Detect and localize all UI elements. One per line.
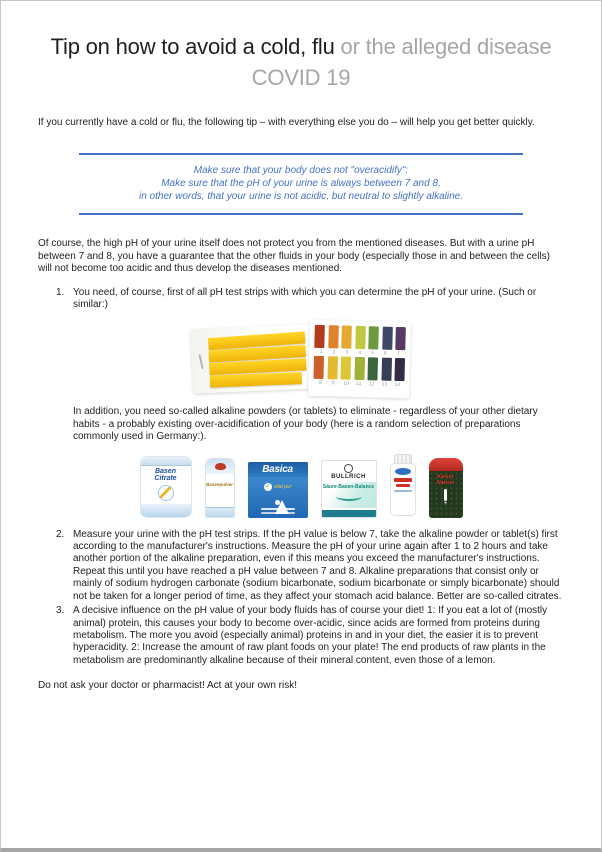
booklet-slit [198,355,203,370]
product-sub-label: vital pur [273,484,292,491]
product-basen-citrate [140,456,192,518]
list-text-1: You need, of course, first of all pH test strips with which you can determine the pH of your urine. (Such or similar:) [73,286,537,311]
blue-oval-logo [395,468,411,475]
ph-scale-number: 4 [358,350,362,357]
product-kaiser-natron [429,458,463,518]
ph-scale-number: 9 [331,380,335,387]
document-content [1,117,601,693]
box-title-band [248,462,308,477]
ph-color-swatch [327,357,338,380]
runner-emblem-icon [158,485,174,501]
blue-label-bar [394,490,412,492]
ph-scale-number: 3 [345,350,349,357]
title-main-part: Tip on how to avoid a cold, flu [50,34,335,59]
ph-color-swatch [313,356,324,379]
list-item-1 [38,287,564,312]
product-label-line: Natron [436,479,455,486]
product-tablet-bottle [390,454,416,518]
canister-top [206,459,234,474]
crest-icon [344,464,353,473]
ph-scale-number: 12 [368,381,375,388]
product-label: Basica [262,463,293,475]
litmus-strip [210,373,302,389]
product-label: Basenpulver [205,481,233,487]
ph-scale-number: 6 [383,351,387,358]
ph-color-swatch [382,327,393,350]
water-wave-graphic [141,504,191,517]
ph-color-swatch [328,326,339,349]
ph-color-swatch [340,357,351,380]
list-text-3: A decisive influence on the pH value of your body fluids has of course your diet! 1: If you eat a lot of (mostly animal) protein, this causes your body to become over-acidic, since acids are formed from proteins during metabolism. The more you avoid (especially animal) proteins in and in your diet, the easier it is to prevent hyperacidity. 2: Increase the amount of raw plant foods on your plate! The end products of raw plants in the metabolism are predominantly alkaline because of their mineral content, even those of a lemon. [73,605,548,666]
ph-scale-row-bottom [313,356,405,381]
red-label-bar [396,484,410,487]
ph-color-swatch [395,327,406,350]
plus-mark: + [443,500,448,507]
red-cap [429,458,463,471]
alkaline-products-image [126,450,476,518]
box-label-panel [322,482,376,508]
ph-color-swatch [341,326,352,349]
ph-scale-number: 2 [332,349,336,356]
list-number-3: 3. [56,605,65,617]
product-label [429,474,463,486]
vital-pur-row [248,479,308,497]
figure-graphic [444,489,447,501]
product-label-line: Basen [154,467,176,475]
page-title [9,31,593,93]
product-basenpulver [205,458,235,518]
callout-box [79,153,523,215]
ph-strips-booklet [191,325,314,394]
callout-line-2: Make sure that the pH of your urine is always between 7 and 8, [161,178,441,190]
product-bullrich [321,460,377,518]
callout-line-3: in other words, that your urine is not acidic, but neutral to slightly alkaline. [138,191,464,203]
swoosh-graphic [336,492,362,501]
ph-scale-number: 8 [318,380,322,387]
ph-scale-number: 1 [319,349,323,356]
title-gray-part-line1: or the alleged disease [340,34,552,59]
canister-body [429,471,463,518]
ph-scale-number: 14 [394,382,401,389]
red-hand-graphic [215,463,226,470]
box-bottom-strip [322,510,376,517]
ph-color-swatch [367,358,378,381]
ph-test-strips-image [190,318,412,400]
ph-color-swatch [368,327,379,350]
list-item-2 [38,529,564,603]
ph-scale-number: 10 [343,381,349,388]
product-basica [248,462,308,518]
list-item-3 [38,605,564,667]
ph-color-swatch [355,326,366,349]
canister-band [206,507,234,517]
title-gray-part-line2: COVID 19 [251,65,351,90]
product-label-line: Citrate [154,475,177,483]
ph-scale-row-top [314,325,406,350]
bottle-body [390,463,416,516]
product-label [141,468,191,483]
list-number-1: 1. [56,286,65,298]
callout-line-1: Make sure that your body does not "overacidify": [193,165,409,177]
tub-lid [141,457,191,466]
list-text-2: Measure your urine with the pH test strips. If the pH value is below 7, take the alkaline powder or tablet(s) first according to the manufacturer's instructions. Measure the pH of your urine again after 1 to 2 hours and take another portion of the alkaline preparation, even if this means you exceed the manufacturer's instructions. Repeat this until you have reached a pH value between 7 and 8. Alkaline preparations that consist only or mainly of sodium hydrogen carbonate (sodium bicarbonate, sodium bicarbonate or simply bicarbonate) should not be taken for a longer period of time, as they affect your stomach acid balance. Better are so-called citrates. [73,528,562,602]
checkmark-icon: ✓ [265,484,271,491]
ph-color-swatch [381,358,392,381]
figure-graphic [275,500,280,505]
product-label-line: Kaiser [437,473,454,480]
ph-color-swatch [394,358,405,381]
ph-scale-number: 5 [370,350,374,357]
body-paragraph: Of course, the high pH of your urine itself does not protect you from the mentioned diseases. But with a urine pH between 7 and 8, you have a guarantee that the other fluids in your body (especially those in and between the cells) will not become too acidic and thus develop the diseases mentioned. [38,238,551,275]
intro-paragraph: If you currently have a cold or flu, the following tip – with everything else you do – will help you get better quickly. [38,117,535,128]
list-number-2: 2. [56,528,65,540]
ph-color-chart [308,320,411,399]
ph-color-swatch [314,325,325,348]
ph-scale-number: 11 [356,381,362,388]
red-label-bar [394,478,412,482]
product-sub-label: Säure-Basen-Balance [322,483,375,490]
ph-scale-number: 7 [396,351,400,358]
ph-color-swatch [354,357,365,380]
closing-line: Do not ask your doctor or pharmacist! Act at your own risk! [38,680,297,692]
product-label: BULLRICH [331,473,366,480]
alkaline-paragraph: In addition, you need so-called alkaline powders (or tablets) to eliminate - regardless of your other dietary habits - a probably existing over-acidification of your body (here is a random selection of preparations commonly used in Germany:). [73,406,538,443]
ph-scale-number: 13 [381,382,388,389]
